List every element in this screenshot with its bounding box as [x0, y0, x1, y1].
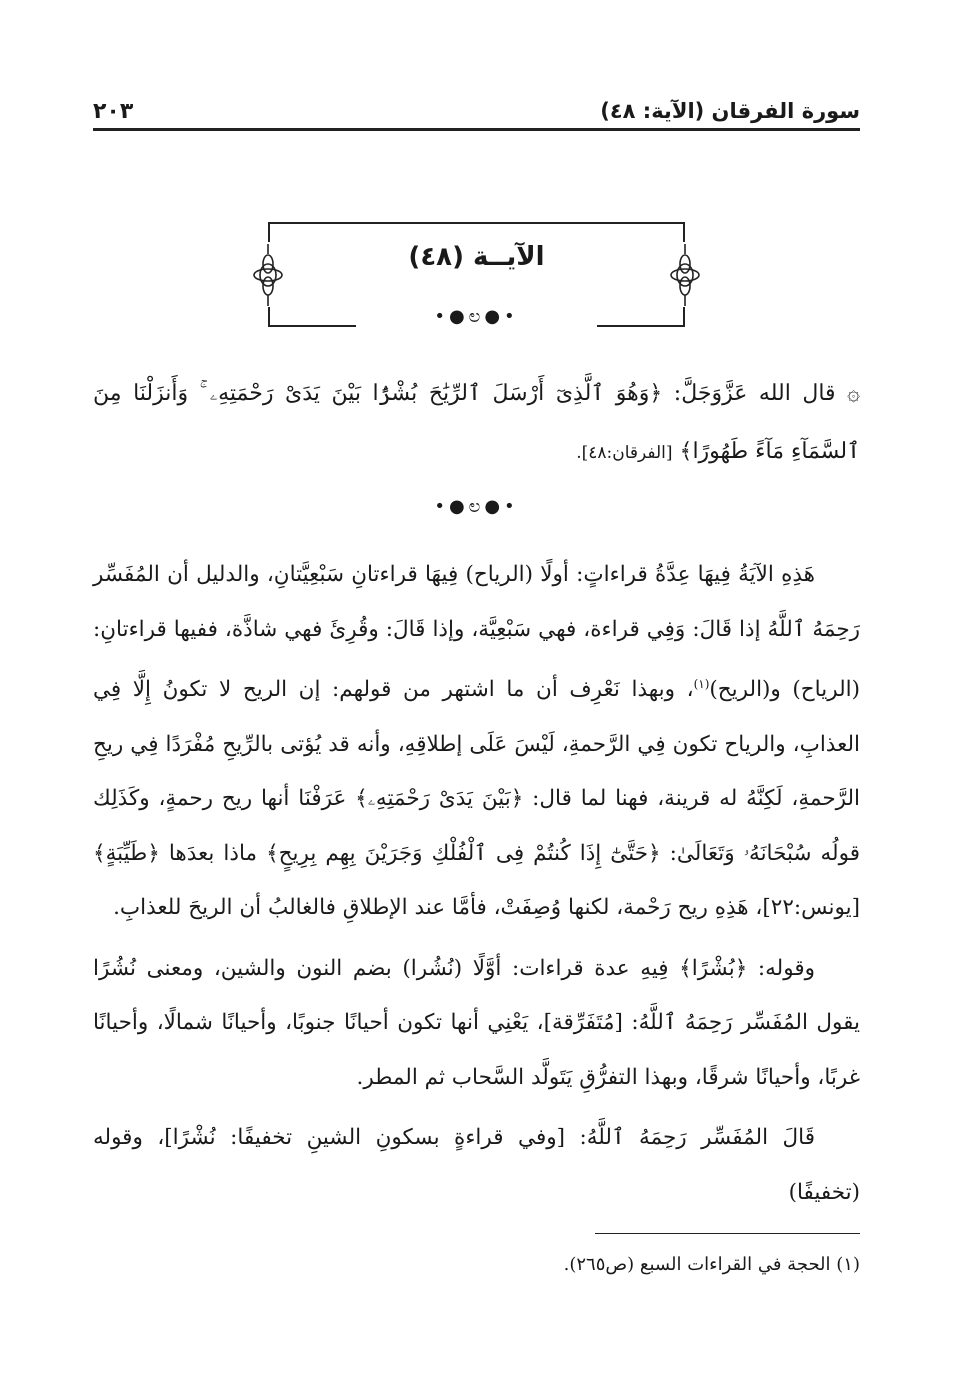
section-title: الآيــة (٤٨) — [408, 242, 545, 272]
title-ornament: •●ಲ●• — [434, 306, 519, 327]
paragraph: قَالَ المُفَسِّر رَحِمَهُ ٱللَّهُ: [وفي قراءةٍ بسكونِ الشينِ تخفيفًا: نُشْرًا]، وقوله (تخفيفًا) — [93, 1125, 860, 1205]
title-frame — [268, 222, 685, 327]
page-number: ٢٠٣ — [93, 99, 134, 124]
verse-reference: [الفرقان:٤٨]. — [576, 443, 673, 463]
footnote-marker: (١) — [693, 677, 710, 691]
footnote: (١) الحجة في القراءات السبع (ص٢٦٥). — [563, 1254, 860, 1275]
footnote-rule — [595, 1233, 860, 1234]
running-title: سورة الفرقان (الآية: ٤٨) — [600, 99, 860, 123]
header-rule — [93, 128, 860, 131]
commentary-body — [93, 548, 860, 1220]
paragraph: وقوله: ﴿بُشْرًا﴾ فِيهِ عدة قراءات: أوَّلًا (نُشُرا) بضم النون والشين، ومعنى نُشُرًا يقول المُفَسِّر رَحِمَهُ ٱللَّهُ: [مُتَفَرِّقة]، يَعْنِي أنها تكون أحيانًا جنوبًا، وأحيانًا شمالًا، وأحيانًا غربًا، وأحيانًا شرقًا، وبهذا التفرُّقِ يَتَولَّد السَّحاب ثم المطر. — [93, 955, 860, 1090]
verse-text: ﴿وَهُوَ ٱلَّذِىٓ أَرْسَلَ ٱلرِّيَٰحَ بُشْرًۢا بَيْنَ يَدَىْ رَحْمَتِهِۦ ۚ وَأَنزَلْنَا مِنَ ٱلسَّمَآءِ مَآءً طَهُورًا﴾ — [93, 381, 860, 464]
quran-verse — [93, 365, 860, 482]
paragraph: هَذِهِ الآيَةُ فِيهَا عِدَّةُ قراءاتٍ: أولًا (الرياح) فِيهَا قراءتانِ سَبْعِيَّتانِ، والدليل أن المُفَسِّر رَحِمَهُ ٱللَّهُ إذا قَالَ: وَفِي قراءة، فهي سَبْعِيَّة، وإذا قَالَ: وقُرِئَ فهي شاذَّة، ففيها قراءتانِ: (الرياح) و(الريح)$^{(١)}$، وبهذا نَعْرِف أن ما اشتهر من قولهم: إن الريح لا تكونُ إِلَّا فِي العذابِ، والرياح تكون فِي الرَّحمةِ، لَيْسَ عَلَى إطلاقِهِ، وأنه قد يُؤتى بالرِّيحِ مُفْرَدًا فِي ريحِ الرَّحمةِ، لَكِنَّهُ له قرينة، فهنا لما قال: ﴿بَيْنَ يَدَىْ رَحْمَتِهِۦ﴾ عَرَفْنَا أنها ريح رحمةٍ، وكَذَلِك قولُه سُبْحَانَهُۥ وَتَعَالَىٰ: ﴿حَتَّىٰٓ إِذَا كُنتُمْ فِى ٱلْفُلْكِ وَجَرَيْنَ بِهِم بِرِيحٍ﴾ ماذا بعدَها ﴿طَيِّبَةٍ﴾ [يونس:٢٢]، هَذِهِ ريح رَحْمة، لكنها وُصِفَتْ، فأمَّا عند الإطلاقِ فالغالبُ أن الريحَ للعذابِ. — [93, 562, 860, 921]
section-divider: •●ಲ●• — [434, 496, 519, 517]
verse-intro: ۞ قال الله عَزَّوَجَلَّ: — [673, 381, 861, 406]
frame-top-line — [268, 222, 685, 224]
